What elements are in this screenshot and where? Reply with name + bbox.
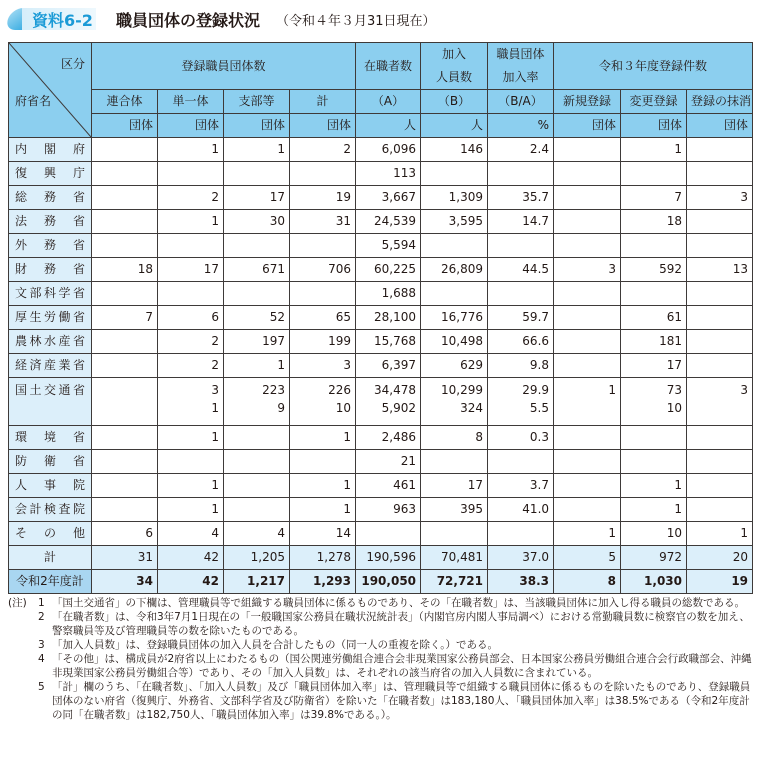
cell-henko: 181 <box>621 330 687 354</box>
as-of-date: （令和４年３月31日現在） <box>276 13 436 29</box>
cell-shibu <box>224 282 290 306</box>
cell-rengo <box>92 234 158 258</box>
table-row <box>9 450 753 474</box>
cell-shibu <box>224 474 290 498</box>
cell-massho <box>687 330 753 354</box>
cell-rengo <box>92 138 158 162</box>
cell-zaishoku: 21 <box>356 450 421 474</box>
ministry-name: 令和2年度計 <box>9 570 92 594</box>
cell-zaishoku: 3,667 <box>356 186 421 210</box>
table-row <box>9 234 753 258</box>
cell-kei: 3 <box>290 354 356 378</box>
cell-massho: 3 <box>687 378 753 426</box>
cell-shinki <box>554 426 621 450</box>
cell-henko <box>621 378 687 426</box>
cell-zaishoku: 6,397 <box>356 354 421 378</box>
cell-tanitsu-upper: 3 <box>211 383 219 397</box>
footnote-prefix: (注) <box>8 597 27 609</box>
cell-rate: 38.3 <box>488 570 554 594</box>
cell-rate <box>488 282 554 306</box>
cell-zaishoku-upper: 34,478 <box>374 383 417 397</box>
cell-massho: 13 <box>687 258 753 282</box>
cell-henko <box>621 282 687 306</box>
cell-henko: 10 <box>621 522 687 546</box>
ministry-name: 農林水産省 <box>9 330 92 354</box>
cell-shinki <box>554 450 621 474</box>
cell-tanitsu: 42 <box>158 546 224 570</box>
footnote <box>8 610 754 638</box>
cell-shinki <box>554 234 621 258</box>
cell-shinki: 1 <box>554 378 621 426</box>
cell-shibu <box>224 498 290 522</box>
cell-shinki <box>554 210 621 234</box>
cell-tanitsu: 17 <box>158 258 224 282</box>
unit-dantai: 団体 <box>158 114 224 138</box>
cell-henko: 592 <box>621 258 687 282</box>
cell-rate: 2.4 <box>488 138 554 162</box>
cell-kanyu <box>421 522 488 546</box>
cell-zaishoku <box>356 378 421 426</box>
cell-henko: 1 <box>621 474 687 498</box>
group-header-registered: 登録職員団体数 <box>92 43 356 90</box>
cell-kei-upper: 226 <box>328 383 352 397</box>
cell-rate: 41.0 <box>488 498 554 522</box>
cell-rate: 44.5 <box>488 258 554 282</box>
cell-kanyu <box>421 378 488 426</box>
cell-rengo <box>92 282 158 306</box>
cell-massho <box>687 354 753 378</box>
cell-massho: 19 <box>687 570 753 594</box>
cell-shinki <box>554 306 621 330</box>
cell-zaishoku: 15,768 <box>356 330 421 354</box>
cell-henko: 18 <box>621 210 687 234</box>
cell-zaishoku <box>356 522 421 546</box>
cell-kanyu: 72,721 <box>421 570 488 594</box>
cell-kei: 1 <box>290 426 356 450</box>
ministry-name: 計 <box>9 546 92 570</box>
cell-tanitsu: 2 <box>158 354 224 378</box>
col-header-kei: 計 <box>290 90 356 114</box>
cell-tanitsu <box>158 162 224 186</box>
cell-shinki <box>554 162 621 186</box>
page-title: 職員団体の登録状況 <box>116 10 261 30</box>
cell-shinki <box>554 138 621 162</box>
cell-shibu-upper: 223 <box>262 383 285 397</box>
cell-rengo <box>92 498 158 522</box>
cell-zaishoku: 2,486 <box>356 426 421 450</box>
cell-shibu <box>224 234 290 258</box>
cell-shibu <box>224 162 290 186</box>
cell-henko <box>621 162 687 186</box>
figure-badge <box>8 5 96 33</box>
cell-rate <box>488 450 554 474</box>
cell-rate: 14.7 <box>488 210 554 234</box>
cell-henko-upper: 73 <box>666 383 683 397</box>
cell-rengo: 34 <box>92 570 158 594</box>
cell-zaishoku: 5,594 <box>356 234 421 258</box>
unit-dantai: 団体 <box>224 114 290 138</box>
cell-rate <box>488 234 554 258</box>
corner-header <box>9 43 92 138</box>
footnote-prefix <box>8 652 38 680</box>
ministry-name: 国土交通省 <box>9 378 92 426</box>
footnote-text: 「国土交通省」の下欄は、管理職員等で組織する職員団体に係るものであり、その「在職者数」は、当該職員団体に加入し得る職員の総数である。 <box>52 597 745 609</box>
footnote-text: 「その他」は、構成員が2府省以上にわたるもの（国公関連労働組合連合会非現業国家公務員部会、日本国家公務員労働組合連合会行政職部会、沖縄非現業国家公務員労働組合等）であり、その「加入人員数」は、それぞれの該当府省の加入人員数に含まれている。 <box>52 653 752 679</box>
cell-kei: 706 <box>290 258 356 282</box>
table-row <box>9 354 753 378</box>
cell-tanitsu <box>158 450 224 474</box>
cell-kanyu: 8 <box>421 426 488 450</box>
cell-rengo <box>92 378 158 426</box>
unit-nin: 人 <box>421 114 488 138</box>
ministry-name: 経済産業省 <box>9 354 92 378</box>
col-header-rengo: 連合体 <box>92 90 158 114</box>
cell-kei: 1 <box>290 474 356 498</box>
footnote <box>8 680 754 722</box>
ministry-name: 環境省 <box>9 426 92 450</box>
ministry-name: その他 <box>9 522 92 546</box>
cell-kanyu: 70,481 <box>421 546 488 570</box>
cell-shibu <box>224 450 290 474</box>
cell-massho <box>687 234 753 258</box>
cell-kei: 199 <box>290 330 356 354</box>
cell-rate-lower: 5.5 <box>529 401 550 415</box>
cell-rate: 35.7 <box>488 186 554 210</box>
footnote-number: 5 <box>38 681 45 693</box>
cell-rate: 59.7 <box>488 306 554 330</box>
cell-kanyu: 146 <box>421 138 488 162</box>
cell-kanyu: 26,809 <box>421 258 488 282</box>
cell-henko: 1 <box>621 498 687 522</box>
cell-shibu: 1,205 <box>224 546 290 570</box>
cell-shibu: 1,217 <box>224 570 290 594</box>
ministry-name: 復興庁 <box>9 162 92 186</box>
cell-shibu: 1 <box>224 354 290 378</box>
cell-shinki: 8 <box>554 570 621 594</box>
cell-rate-upper: 29.9 <box>522 383 550 397</box>
cell-kanyu-upper: 10,299 <box>441 383 484 397</box>
unit-dantai: 団体 <box>554 114 621 138</box>
table-row <box>9 522 753 546</box>
cell-shibu <box>224 378 290 426</box>
footnote-text: 「計」欄のうち、「在職者数」、「加入人員数」及び「職員団体加入率」は、管理職員等で組織する職員団体に係るものを除いたものであり、登録職員団体のない府省（復興庁、外務省、文部科学省及び防衛省）を除いた「在職者数」は183,180人、「職員団体加入率」は38.5%である（令和2年度計の同「在職者数」は182,750人、「職員団体加入率」は39.8%である。）。 <box>52 681 751 721</box>
cell-rengo: 31 <box>92 546 158 570</box>
unit-pct: % <box>488 114 554 138</box>
footnote-prefix <box>8 638 38 652</box>
footnote <box>8 638 754 652</box>
footnote <box>8 652 754 680</box>
cell-massho <box>687 162 753 186</box>
cell-henko: 972 <box>621 546 687 570</box>
category-label: 区分 <box>60 57 85 71</box>
cell-kei <box>290 162 356 186</box>
cell-shinki <box>554 474 621 498</box>
col-code-a: （A） <box>356 90 421 114</box>
cell-henko: 7 <box>621 186 687 210</box>
ministry-name: 内閣府 <box>9 138 92 162</box>
cell-tanitsu: 2 <box>158 186 224 210</box>
cell-tanitsu: 1 <box>158 138 224 162</box>
cell-kanyu: 16,776 <box>421 306 488 330</box>
cell-massho <box>687 210 753 234</box>
cell-kei: 31 <box>290 210 356 234</box>
table-row-mlit <box>9 378 753 426</box>
footnote-text: 「加入人員数」は、登録職員団体の加入人員を合計したもの（同一人の重複を除く。）である。 <box>52 639 499 651</box>
cell-tanitsu: 6 <box>158 306 224 330</box>
cell-kei <box>290 282 356 306</box>
col-header-kanyu-line1: 加入 <box>442 47 467 61</box>
cell-zaishoku: 113 <box>356 162 421 186</box>
cell-zaishoku: 963 <box>356 498 421 522</box>
cell-massho <box>687 282 753 306</box>
cell-massho <box>687 474 753 498</box>
cell-tanitsu: 2 <box>158 330 224 354</box>
cell-henko: 1 <box>621 138 687 162</box>
cell-kanyu: 17 <box>421 474 488 498</box>
cell-shinki <box>554 330 621 354</box>
col-header-tanitsu: 単一体 <box>158 90 224 114</box>
unit-dantai: 団体 <box>621 114 687 138</box>
cell-shinki <box>554 282 621 306</box>
cell-massho: 3 <box>687 186 753 210</box>
cell-rengo: 18 <box>92 258 158 282</box>
cell-kanyu <box>421 234 488 258</box>
footnotes <box>8 596 754 722</box>
ministry-name: 厚生労働省 <box>9 306 92 330</box>
table-row <box>9 138 753 162</box>
cell-kanyu <box>421 282 488 306</box>
cell-zaishoku: 6,096 <box>356 138 421 162</box>
col-header-rate <box>488 43 554 90</box>
cell-rate: 9.8 <box>488 354 554 378</box>
cell-shibu: 197 <box>224 330 290 354</box>
cell-rate: 0.3 <box>488 426 554 450</box>
cell-zaishoku: 60,225 <box>356 258 421 282</box>
ministry-label: 府省名 <box>15 94 52 108</box>
cell-kanyu: 3,595 <box>421 210 488 234</box>
unit-dantai: 団体 <box>687 114 753 138</box>
cell-kei-lower: 10 <box>335 401 352 415</box>
cell-rate <box>488 162 554 186</box>
cell-kei: 2 <box>290 138 356 162</box>
unit-dantai: 団体 <box>92 114 158 138</box>
unit-dantai: 団体 <box>290 114 356 138</box>
cell-kei <box>290 450 356 474</box>
cell-kei: 1,278 <box>290 546 356 570</box>
table-row <box>9 570 753 594</box>
cell-rengo <box>92 186 158 210</box>
unit-nin: 人 <box>356 114 421 138</box>
ministry-name: 防衛省 <box>9 450 92 474</box>
cell-tanitsu: 1 <box>158 498 224 522</box>
cell-massho: 1 <box>687 522 753 546</box>
ministry-name: 財務省 <box>9 258 92 282</box>
cell-kei: 19 <box>290 186 356 210</box>
table-row <box>9 282 753 306</box>
cell-kanyu <box>421 162 488 186</box>
figure-number: 資料6-2 <box>32 10 93 30</box>
cell-shinki <box>554 498 621 522</box>
cell-henko: 17 <box>621 354 687 378</box>
cell-rengo <box>92 450 158 474</box>
cell-tanitsu: 4 <box>158 522 224 546</box>
col-header-kanyu <box>421 43 488 90</box>
cell-rengo: 6 <box>92 522 158 546</box>
cell-tanitsu: 1 <box>158 474 224 498</box>
table-row <box>9 330 753 354</box>
footnote-number: 3 <box>38 639 45 651</box>
col-header-massho: 登録の抹消 <box>687 90 753 114</box>
cell-massho <box>687 426 753 450</box>
cell-rate <box>488 378 554 426</box>
cell-kanyu: 10,498 <box>421 330 488 354</box>
cell-kei: 14 <box>290 522 356 546</box>
cell-zaishoku: 24,539 <box>356 210 421 234</box>
cell-henko-lower: 10 <box>666 401 683 415</box>
table-row <box>9 186 753 210</box>
col-header-rate-line2: 加入率 <box>502 70 539 84</box>
cell-massho <box>687 138 753 162</box>
group-header-registrations: 令和３年度登録件数 <box>554 43 753 90</box>
cell-rengo <box>92 210 158 234</box>
table-row <box>9 426 753 450</box>
cell-rengo <box>92 162 158 186</box>
cell-shibu: 4 <box>224 522 290 546</box>
footnote-number: 4 <box>38 653 45 665</box>
cell-tanitsu-lower: 1 <box>211 401 219 415</box>
cell-henko <box>621 426 687 450</box>
cell-henko <box>621 234 687 258</box>
table-row <box>9 498 753 522</box>
cell-zaishoku: 28,100 <box>356 306 421 330</box>
cell-rate: 37.0 <box>488 546 554 570</box>
cell-kei: 1 <box>290 498 356 522</box>
cell-rengo <box>92 474 158 498</box>
cell-rate: 66.6 <box>488 330 554 354</box>
cell-rate <box>488 522 554 546</box>
cell-kanyu-lower: 324 <box>460 401 484 415</box>
cell-tanitsu: 1 <box>158 210 224 234</box>
cell-kei: 1,293 <box>290 570 356 594</box>
ministry-name: 外務省 <box>9 234 92 258</box>
figure-title-bar <box>8 4 436 34</box>
cell-kanyu <box>421 450 488 474</box>
cell-zaishoku: 1,688 <box>356 282 421 306</box>
cell-rengo: 7 <box>92 306 158 330</box>
col-header-shibu: 支部等 <box>224 90 290 114</box>
cell-tanitsu <box>158 234 224 258</box>
cell-shibu: 1 <box>224 138 290 162</box>
cell-kei <box>290 234 356 258</box>
footnote-prefix <box>8 610 38 638</box>
cell-tanitsu <box>158 282 224 306</box>
cell-zaishoku: 190,596 <box>356 546 421 570</box>
cell-shinki: 5 <box>554 546 621 570</box>
cell-kanyu: 1,309 <box>421 186 488 210</box>
col-header-shinki: 新規登録 <box>554 90 621 114</box>
cell-shibu: 17 <box>224 186 290 210</box>
cell-shibu-lower: 9 <box>277 401 285 415</box>
col-header-zaishoku: 在職者数 <box>356 43 421 90</box>
cell-massho <box>687 306 753 330</box>
cell-shibu <box>224 426 290 450</box>
table-row <box>9 162 753 186</box>
cell-tanitsu: 1 <box>158 426 224 450</box>
col-header-kanyu-line2: 人員数 <box>436 70 473 84</box>
cell-henko <box>621 450 687 474</box>
cell-shinki <box>554 354 621 378</box>
table-row <box>9 546 753 570</box>
footnote-number: 1 <box>38 597 45 609</box>
col-code-ba: （B/A） <box>488 90 554 114</box>
cell-shibu: 52 <box>224 306 290 330</box>
cell-tanitsu <box>158 378 224 426</box>
cell-kei: 65 <box>290 306 356 330</box>
ministry-name: 人事院 <box>9 474 92 498</box>
cell-massho <box>687 498 753 522</box>
cell-shibu: 671 <box>224 258 290 282</box>
cell-shinki: 1 <box>554 522 621 546</box>
footnote <box>8 596 754 610</box>
footnote-number: 2 <box>38 611 45 623</box>
cell-zaishoku: 190,050 <box>356 570 421 594</box>
ministry-name: 文部科学省 <box>9 282 92 306</box>
ministry-name: 会計検査院 <box>9 498 92 522</box>
cell-massho <box>687 450 753 474</box>
col-header-rate-line1: 職員団体 <box>496 47 545 61</box>
cell-rate: 3.7 <box>488 474 554 498</box>
cell-rengo <box>92 426 158 450</box>
cell-shinki <box>554 186 621 210</box>
cell-kanyu: 629 <box>421 354 488 378</box>
registration-table <box>8 42 753 594</box>
col-code-b: （B） <box>421 90 488 114</box>
cell-rengo <box>92 330 158 354</box>
table-row <box>9 306 753 330</box>
cell-henko: 61 <box>621 306 687 330</box>
cell-henko: 1,030 <box>621 570 687 594</box>
col-header-henko: 変更登録 <box>621 90 687 114</box>
cell-rengo <box>92 354 158 378</box>
cell-shibu: 30 <box>224 210 290 234</box>
cell-shinki: 3 <box>554 258 621 282</box>
ministry-name: 総務省 <box>9 186 92 210</box>
cell-kanyu: 395 <box>421 498 488 522</box>
table-row <box>9 210 753 234</box>
table-row <box>9 258 753 282</box>
cell-tanitsu: 42 <box>158 570 224 594</box>
footnote-text: 「在職者数」は、令和3年7月1日現在の「一般職国家公務員在職状況統計表」（内閣官房内閣人事局調べ）における常勤職員数に検察官の数を加え、警察職員等及び管理職員等の数を除いたものである。 <box>52 611 750 637</box>
footnote-prefix <box>8 680 38 722</box>
cell-massho: 20 <box>687 546 753 570</box>
table-row <box>9 474 753 498</box>
cell-zaishoku: 461 <box>356 474 421 498</box>
cell-kei <box>290 378 356 426</box>
cell-zaishoku-lower: 5,902 <box>381 401 417 415</box>
ministry-name: 法務省 <box>9 210 92 234</box>
